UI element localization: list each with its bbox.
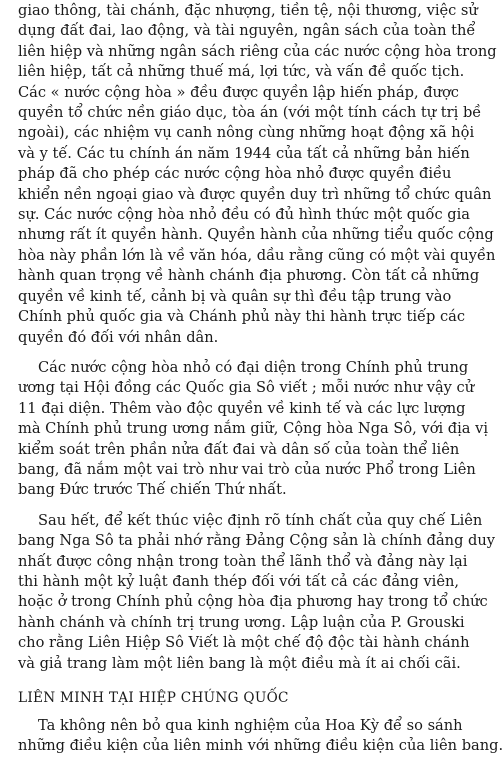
text-line: hoặc ở trong Chính phủ cộng hòa địa phương hay trong tổ chức: [18, 593, 488, 611]
section-heading: LIÊN MINH TẠI HIỆP CHÚNG QUỐC: [18, 690, 289, 706]
text-line: nhưng rất ít quyền hành. Quyền hành của những tiểu quốc cộng: [18, 226, 494, 244]
text-line: kiểm soát trên phần nửa đất đai và dân số của toàn thể liên: [18, 440, 460, 458]
text-line: thi hành một kỷ luật đanh thép đối với tất cả các đảng viên,: [18, 572, 460, 590]
text-line: và y tế. Các tu chính án năm 1944 của tất cả những bản hiến: [18, 144, 470, 162]
paragraph-1: [18, 1, 497, 348]
text-line: bang Đức trước Thế chiến Thứ nhất.: [18, 481, 287, 499]
text-line: và giả trang làm một liên bang là một điều mà ít ai chối cãi.: [18, 654, 461, 672]
text-line: nhất được công nhận trong toàn thể lãnh thổ và đảng này lại: [18, 552, 468, 570]
paragraph-gap: [18, 501, 434, 511]
text-line: hòa này phần lớn là về văn hóa, dầu rằng cũng có một vài quyền: [18, 246, 496, 264]
text-line: mà Chính phủ trung ương nắm giữ, Cộng hòa Nga Sô, với địa vị: [18, 420, 489, 438]
paragraph-gap: [18, 348, 434, 358]
text-line: giao thông, tài chánh, đặc nhượng, tiền tệ, nội thương, việc sử: [18, 2, 478, 19]
paragraph-2: [18, 358, 489, 501]
text-line: 11 đại diện. Thêm vào độc quyền về kinh tế và các lực lượng: [18, 399, 466, 417]
text-line: sự. Các nước cộng hòa nhỏ đều có đủ hình thức một quốc gia: [18, 206, 470, 224]
text-line: khiển nền ngoại giao và được quyền duy trì những tổ chức quân: [18, 185, 492, 203]
text-line: quyền về kinh tế, cảnh bị và quân sự thì đều tập trung vào: [18, 287, 452, 305]
text-line: bang, đã nắm một vai trò như vai trò của nước Phổ trong Liên: [18, 460, 476, 478]
text-line: liên hiệp, tất cả những thuế má, lợi tức, và vấn đề quốc tịch.: [18, 63, 465, 81]
text-line: pháp đã cho phép các nước cộng hòa nhỏ được quyền điều: [18, 165, 452, 183]
text-line: liên hiệp và những ngân sách riêng của các nước cộng hòa trong: [18, 42, 497, 60]
text-line: Các « nước cộng hòa » đều được quyền lập hiến pháp, được: [18, 83, 459, 101]
paragraph-4: [18, 716, 503, 757]
text-line: Sau hết, để kết thúc việc định rõ tính chất của quy chế Liên: [38, 511, 483, 529]
text-line: hành chánh và chính trị trung ương. Lập luận của P. Grouski: [18, 613, 465, 631]
text-line: ương tại Hội đồng các Quốc gia Sô viết ; mỗi nước như vậy cử: [18, 379, 475, 397]
text-line: Ta không nên bỏ qua kinh nghiệm của Hoa Kỳ để so sánh: [38, 717, 463, 734]
text-line: những điều kiện của liên minh với những điều kiện của liên bang.: [18, 737, 503, 755]
text-line: quyền tổ chức nền giáo dục, tòa án (với một tính cách tự trị bề: [18, 104, 482, 122]
text-line: dụng đất đai, lao động, và tài nguyên, ngân sách của toàn thể: [18, 22, 476, 40]
text-line: quyền đó đối với nhân dân.: [18, 328, 219, 346]
text-line: Các nước cộng hòa nhỏ có đại diện trong Chính phủ trung: [38, 358, 469, 376]
text-line: cho rằng Liên Hiệp Sô Viết là một chế độ độc tài hành chánh: [18, 634, 470, 652]
text-line: hành quan trọng về hành chánh địa phương. Còn tất cả những: [18, 267, 480, 285]
paragraph-3: [18, 511, 496, 674]
text-line: Chính phủ quốc gia và Chánh phủ này thi hành trực tiếp các: [18, 308, 466, 326]
text-line: ngoài), các nhiệm vụ canh nông cùng những hoạt động xã hội: [18, 124, 475, 142]
text-line: bang Nga Sô ta phải nhớ rằng Đảng Cộng sản là chính đảng duy: [18, 532, 496, 550]
